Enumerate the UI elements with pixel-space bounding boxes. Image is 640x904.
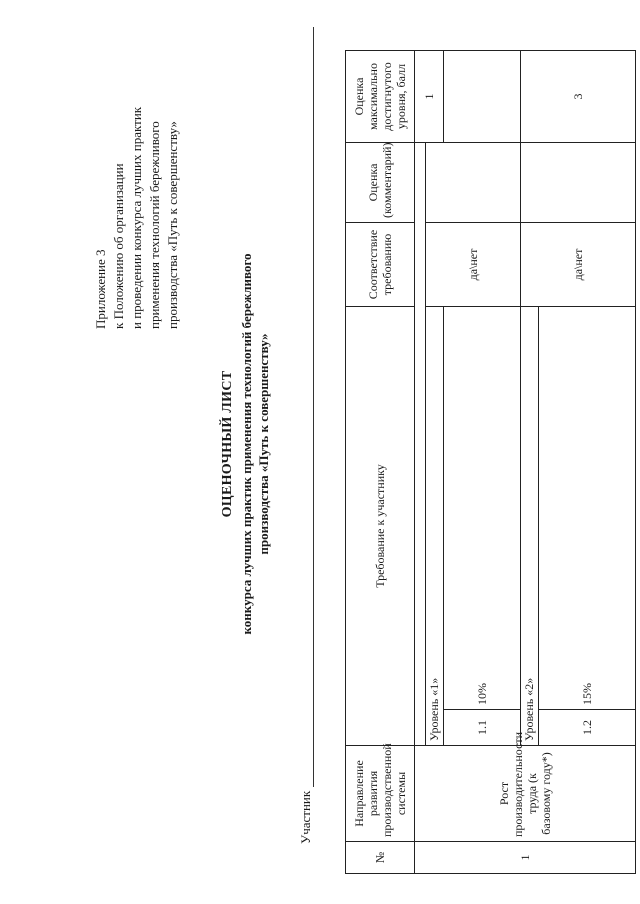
page-subtitle-line2: производства «Путь к совершенству» (256, 333, 271, 555)
row-number: 1 (415, 842, 636, 874)
page-title: ОЦЕНОЧНЫЙ ЛИСТ (220, 370, 235, 518)
comment-cell[interactable] (426, 143, 521, 223)
row-direction: Рост производительности труда (к базовому году*) (415, 746, 636, 842)
participant-field[interactable] (299, 27, 314, 787)
compliance-cell[interactable]: да\нет (426, 223, 521, 307)
item-requirement: 10% (444, 307, 521, 710)
level-label: Уровень «2» (521, 307, 539, 746)
header-comment: Оценка (комментарий) (346, 143, 415, 223)
appendix-line: производства «Путь к совершенству» (165, 121, 180, 329)
table-header-row (346, 51, 415, 874)
score-cell-continuation (444, 51, 521, 143)
participant-label: Участник (298, 790, 313, 844)
appendix-note (92, 29, 182, 329)
appendix-line: к Положению об организации (111, 163, 126, 329)
score-cell: 3 (521, 51, 636, 143)
compliance-cell[interactable]: да\нет (521, 223, 636, 307)
evaluation-table (345, 50, 636, 874)
score-cell: 1 (415, 51, 444, 143)
header-max-score: Оценка максимально достигнутого уровня, балл (346, 51, 415, 143)
page-subtitle-line1: конкурса лучших практик применения технологий бережливого (239, 253, 254, 635)
item-requirement: 15% (539, 307, 636, 710)
title-block (220, 164, 272, 724)
spacer-row (415, 51, 426, 874)
header-requirement: Требование к участнику (346, 307, 415, 746)
header-num: № (346, 842, 415, 874)
appendix-line: применения технологий бережливого (147, 121, 162, 329)
header-direction: Направление развития производственной системы (346, 746, 415, 842)
level-label: Уровень «1» (426, 307, 444, 746)
header-compliance: Соответствие требованию (346, 223, 415, 307)
appendix-line: Приложение 3 (93, 249, 108, 329)
item-number: 1.2 (539, 710, 636, 746)
comment-cell[interactable] (521, 143, 636, 223)
participant-line (298, 27, 314, 844)
appendix-line: и проведении конкурса лучших практик (129, 106, 144, 329)
item-number: 1.1 (444, 710, 521, 746)
spacer-cell (415, 143, 426, 746)
